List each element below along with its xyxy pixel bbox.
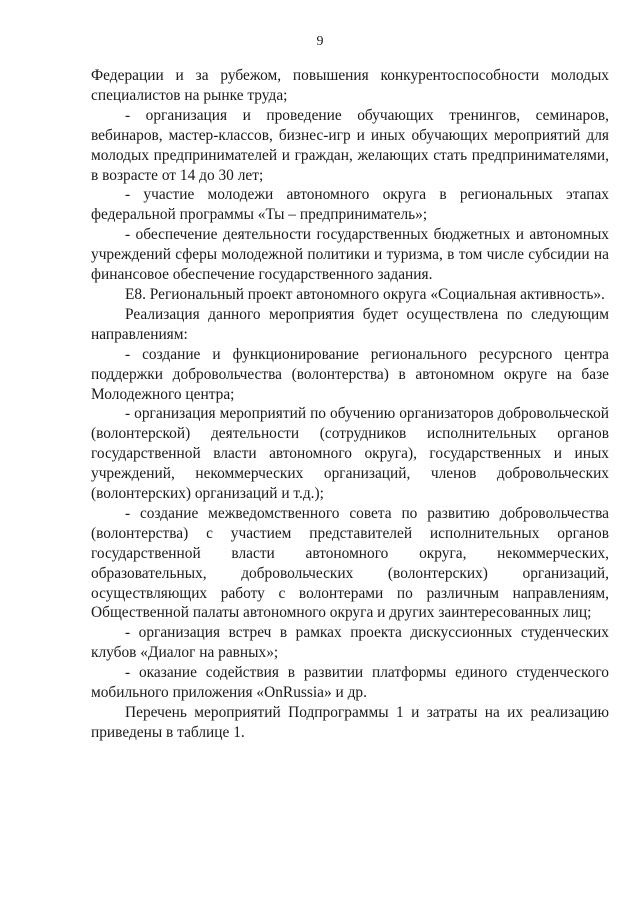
list-item-interagency-council: - создание межведомственного совета по развитию добровольчества (волонтерства) с участием представителей исполнительных органов государственной власти автономного округа, некоммерческих, образовательных, добровольческих (волонтерских) организаций, осуществляющих работу с волонтерами по различным направлениям, Общественной палаты автономного округа и других заинтересованных лиц;: [91, 504, 609, 622]
paragraph-implementation: Реализация данного мероприятия будет осуществлена по следующим направлениям:: [91, 305, 609, 343]
list-item-organizer-training: - организация мероприятий по обучению организаторов добровольческой (волонтерской) деятельности (сотрудников исполнительных органов государственной власти автономного округа), государственных и иных учреждений, некоммерческих организаций, членов добровольческих (волонтерских) организаций и т.д.);: [91, 405, 609, 503]
list-item-mobile-app: - оказание содействия в развитии платформы единого студенческого мобильного приложения «OnRussia» и др.: [91, 664, 609, 702]
list-item-youth-participation: - участие молодежи автономного округа в региональных этапах федеральной программы «Ты – предприниматель»;: [91, 186, 609, 224]
paragraph-continuation: Федерации и за рубежом, повышения конкурентоспособности молодых специалистов на рынке труда;: [91, 67, 609, 104]
document-body: [91, 66, 609, 743]
page-number: 9: [316, 34, 324, 49]
list-item-institutions-support: - обеспечение деятельности государственных бюджетных и автономных учреждений сферы молодежной политики и туризма, в том числе субсидии на финансовое обеспечение государственного задания.: [91, 226, 609, 284]
paragraph-table-reference: Перечень мероприятий Подпрограммы 1 и затраты на их реализацию приведены в таблице 1.: [91, 704, 609, 741]
list-item-trainings: - организация и проведение обучающих тренингов, семинаров, вебинаров, мастер-классов, бизнес-игр и иных обучающих мероприятий для молодых предпринимателей и граждан, желающих стать предпринимателями, в возрасте от 14 до 30 лет;: [91, 106, 609, 184]
list-item-resource-center: - создание и функционирование регионального ресурсного центра поддержки добровольчества (волонтерства) в автономном округе на базе Молодежного центра;: [91, 345, 609, 403]
section-heading-e8: Е8. Региональный проект автономного округа «Социальная активность».: [125, 285, 605, 303]
list-item-student-clubs: - организация встреч в рамках проекта дискуссионных студенческих клубов «Диалог на равных»;: [91, 624, 609, 662]
